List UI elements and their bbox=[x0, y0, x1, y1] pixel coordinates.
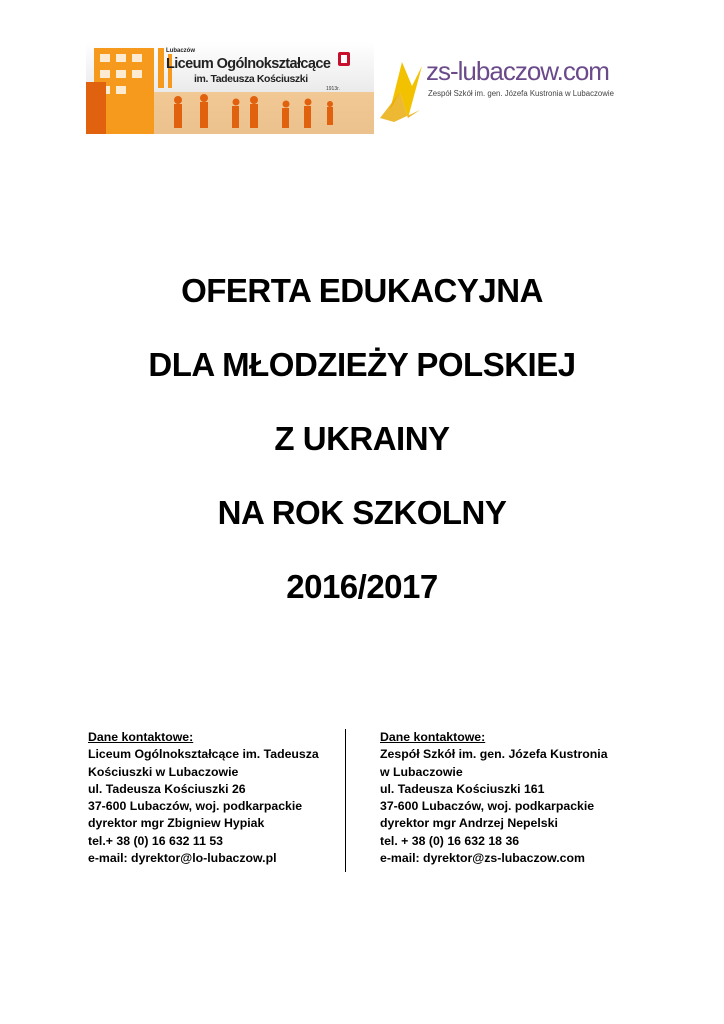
document-title bbox=[0, 272, 724, 642]
contact-line: Liceum Ogólnokształcące im. Tadeusza bbox=[88, 747, 319, 762]
lo-logo-small: Lubaczów bbox=[166, 48, 196, 54]
contact-line: w Lubaczowie bbox=[380, 764, 463, 779]
title-line-1: OFERTA EDUKACYJNA bbox=[181, 272, 543, 309]
contact-email: e-mail: dyrektor@lo-lubaczow.pl bbox=[88, 851, 277, 866]
contact-phone: tel. + 38 (0) 16 632 18 36 bbox=[380, 833, 520, 848]
title-line-2: DLA MŁODZIEŻY POLSKIEJ bbox=[148, 346, 576, 383]
contact-director: dyrektor mgr Andrzej Nepelski bbox=[380, 816, 558, 831]
contact-director: dyrektor mgr Zbigniew Hypiak bbox=[88, 816, 265, 831]
contact-header: Dane kontaktowe: bbox=[380, 730, 486, 744]
contact-email: e-mail: dyrektor@zs-lubaczow.com bbox=[380, 851, 585, 866]
contact-line: Kościuszki w Lubaczowie bbox=[88, 764, 239, 779]
contact-city: 37-600 Lubaczów, woj. podkarpackie bbox=[380, 799, 595, 814]
contact-address: ul. Tadeusza Kościuszki 26 bbox=[88, 781, 246, 796]
lo-logo-year: 1913r. bbox=[326, 86, 340, 92]
contact-line: Zespół Szkół im. gen. Józefa Kustronia bbox=[380, 747, 608, 762]
lo-logo-subtitle: im. Tadeusza Kościuszki bbox=[194, 73, 308, 85]
contact-phone: tel.+ 38 (0) 16 632 11 53 bbox=[88, 833, 224, 848]
contact-address: ul. Tadeusza Kościuszki 161 bbox=[380, 781, 545, 796]
contact-city: 37-600 Lubaczów, woj. podkarpackie bbox=[88, 799, 303, 814]
zs-logo bbox=[380, 52, 630, 124]
contact-header: Dane kontaktowe: bbox=[88, 730, 194, 744]
zs-logo-title: zs-lubaczow.com bbox=[426, 56, 609, 86]
title-line-5: 2016/2017 bbox=[286, 568, 438, 605]
zs-logo-subtitle: Zespół Szkół im. gen. Józefa Kustronia w Lubaczowie bbox=[428, 89, 614, 98]
lo-logo-title: Liceum Ogólnokształcące bbox=[166, 56, 331, 72]
title-line-4: NA ROK SZKOLNY bbox=[217, 494, 507, 531]
lo-logo bbox=[86, 42, 374, 134]
contact-block-lo bbox=[88, 729, 338, 867]
column-divider bbox=[345, 729, 346, 872]
contact-block-zs bbox=[380, 729, 640, 867]
title-line-3: Z UKRAINY bbox=[274, 420, 450, 457]
